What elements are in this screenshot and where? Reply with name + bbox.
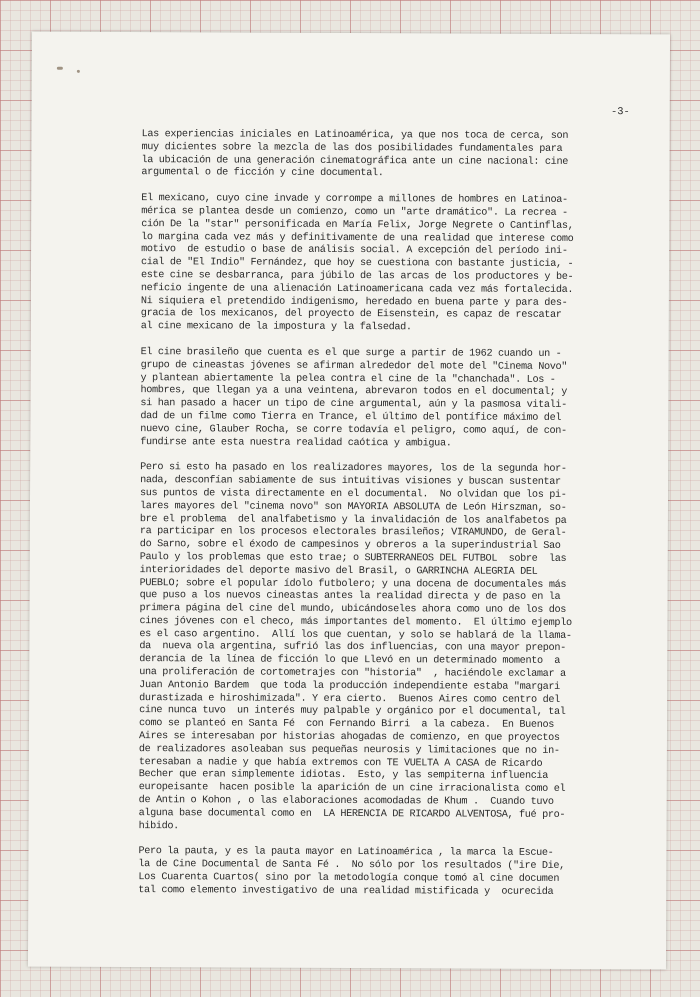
text-line: si han pasado a hacer un tipo de cine argumental, aún y la pasmosa vitali-	[140, 398, 567, 412]
text-line: nada, desconfían sabiamente de sus intuitivas visiones y buscan sustentar	[140, 475, 561, 489]
ink-smudge	[57, 67, 63, 70]
text-line: gracia de los mexicanos, del proyecto de Eisenstein, es capaz de rescatar	[140, 308, 562, 322]
text-line: hibido.	[138, 820, 179, 832]
text-line: interioridades del deporte masivo del Brasil, o GARRINCHA ALEGRIA DEL	[139, 564, 538, 578]
text-line: El mexicano, cuyo cine invade y corrompe a millones de hombres en Latinoa-	[141, 193, 568, 207]
paragraph-mexico	[141, 193, 622, 336]
text-line: lares mayores del "cinema novo" son MAYORIA ABSOLUTA de León Hirszman, so-	[139, 500, 567, 514]
text-line: do Sarno, sobre el éxodo de campesinos y obreros a la superindustrial Sao	[139, 539, 561, 553]
text-line: dad de un filme como Tierra en Trance, el último del pontífice máximo del	[140, 411, 562, 424]
text-line: Los Cuarenta Cuartos( sino por la metodología conque tomó al cine documen	[138, 872, 560, 885]
text-line: la de Cine Documental de Santa Fé . No sólo por los resultados ("ire Die,	[138, 859, 565, 873]
text-line: primera página del cine del mundo, ubicándoseles ahora como uno de los dos	[139, 603, 567, 617]
text-line: ra participar en los procesos electorales brasileños; VIRAMUNDO, de Geral-	[139, 526, 567, 540]
text-line: ción De la "star" personificada en María Felix, Jorge Negrete o Cantinflas,	[141, 218, 574, 232]
text-line: Becher que eran simplemente idiotas. Esto, y las sempiterna influencia	[138, 769, 549, 783]
text-line: durastizada e hiroshimizada". Y era cierto. Buenos Aires como centro del	[139, 692, 560, 706]
paragraph-intro	[141, 129, 621, 182]
text-line: la ubicación de una generación cinematográfica ante un cine nacional: cine	[141, 154, 569, 168]
text-line: El cine brasileño que cuenta es el que surge a partir de 1962 cuando un -	[140, 347, 562, 360]
text-line: tal como elemento investigativo de una realidad mistificada y ocurecida	[138, 884, 554, 898]
text-line: alguna base documental como en LA HERENCIA DE RICARDO ALVENTOSA, fué pro-	[138, 807, 566, 821]
text-line: europeisante hacen posible la aparición de un cine irracionalista como el	[138, 782, 566, 796]
text-line: y plantean abiertamente la pelea contra el cine de la "chanchada". Los -	[140, 372, 556, 386]
text-line: Ni siquiera el pretendido indigenismo, heredado en buena parte y para des-	[140, 295, 568, 309]
paragraph-santa-fe	[138, 847, 618, 900]
text-line: de Antin o Kohon , o las elaboraciones acomodadas de Khum . Cuando tuvo	[138, 795, 554, 808]
text-line: neficio ingente de una alienación Latinoamericana cada vez más fortalecida.	[140, 282, 574, 296]
text-line: Paulo y los problemas que esto trae; o SUBTERRANEOS DEL FUTBOL sobre las	[139, 551, 567, 565]
text-line: PUEBLO; sobre el popular ídolo futbolero; y una docena de documentales más	[139, 577, 567, 591]
text-line: fundirse ante esta nuestra realidad caótica y ambigua.	[140, 436, 452, 449]
text-line: una proliferación de cortometrajes con "historia" , haciéndole exclamar a	[139, 667, 566, 681]
text-line: cine nunca tuvo un interés muy palpable y orgánico por el documental, tal	[139, 705, 566, 719]
text-line: derancia de la línea de ficción lo que Llevó en un determinado momento a	[139, 654, 561, 668]
text-line: motivo de estudio o base de análisis social. A excepción del período ini-	[141, 244, 568, 258]
text-line: al cine mexicano de la impostura y la falsedad.	[140, 321, 412, 334]
text-line: bre el problema del analfabetismo y la invalidación de los analfabetos pa	[139, 513, 567, 527]
ink-smudge	[77, 70, 80, 73]
text-line: argumental o de ficción y cine documental.	[141, 167, 384, 180]
text-line: sus puntos de vista directamente en el documental. No olvidan que los pi-	[140, 488, 567, 501]
text-line: muy dicientes sobre la mezcla de las dos posibilidades fundamentales para	[141, 141, 563, 155]
text-line: cial de "El Indio" Fernández, que hoy se cuestiona con bastante justicia, -	[141, 257, 574, 271]
text-line: Las experiencias iniciales en Latinoamérica, ya que nos toca de cerca, son	[141, 129, 569, 142]
paragraph-brazil	[140, 347, 620, 451]
text-line: Pero si esto ha pasado en los realizadores mayores, los de la segunda hor-	[140, 462, 567, 476]
text-line: que puso a los nuevos cineastas antes la realidad directa y de paso en la	[139, 590, 561, 604]
text-line: Aires se interesaban por historias ahogadas de comienzo, en que proyectos	[138, 731, 560, 744]
text-line: lo margina cada vez más y definitivamente de una realidad que interese como	[141, 231, 574, 245]
text-line: es el caso argentino. Allí los que cuentan, y solo se hablará de la llama-	[139, 628, 572, 642]
text-line: Pero la pauta, y es la pauta mayor en Latinoamérica , la marca la Escue-	[138, 846, 554, 860]
text-line: mérica se plantea desde un comienzo, como un "arte dramático". La recrea -	[141, 206, 568, 219]
text-line: de realizadores asoleaban sus pequeñas neurosis y limitaciones que no in-	[138, 743, 560, 757]
text-line: teresaban a nadie y que había extremos con TE VUELTA A CASA de Ricardo	[138, 756, 543, 770]
paper-sheet	[28, 32, 670, 970]
text-line: hombres, que llegan ya a una veintena, abrevaron todos en el documental; y	[140, 385, 567, 399]
text-line: este cine se desbarranca, para júbilo de las arcas de los productores y be-	[140, 270, 574, 283]
text-line: Juan Antonio Bardem que toda la producción independiente estaba "margari	[139, 679, 560, 693]
page-number: -3-	[610, 106, 630, 119]
paragraph-second-generation	[139, 462, 621, 835]
text-line: nuevo cine, Glauber Rocha, se corre todavía el peligro, como aquí, de con-	[140, 423, 567, 437]
text-line: como se planteó en Santa Fé con Fernando Birri a la cabeza. En Buenos	[138, 718, 555, 732]
text-line: cines jóvenes con el checo, más importantes del momento. El último ejemplo	[139, 615, 572, 629]
typewritten-body	[138, 129, 621, 913]
text-line: da nueva ola argentina, sufrió las dos influencias, con una mayor prepon-	[139, 641, 566, 655]
text-line: grupo de cineastas jóvenes se afirman alrededor del mote del "Cinema Novo"	[140, 359, 568, 373]
